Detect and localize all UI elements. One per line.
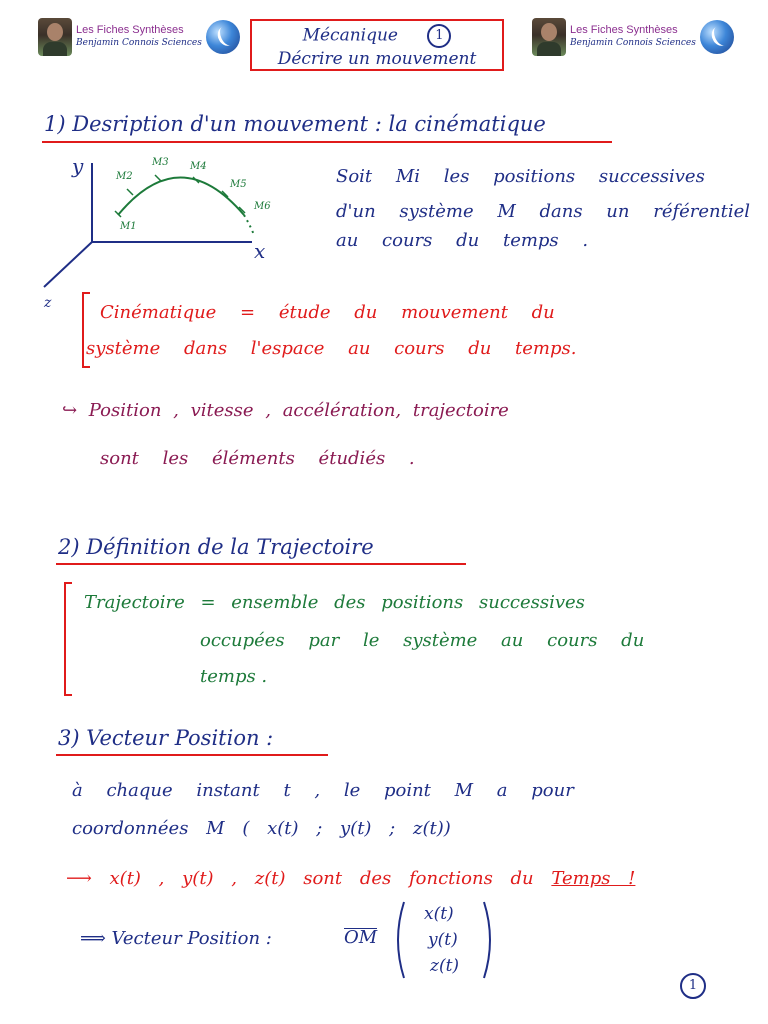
vector-component: x(t) — [424, 904, 454, 924]
section2-underline — [56, 563, 466, 565]
definition-line: Cinématique = étude du mouvement du — [100, 302, 555, 323]
definition-line: occupées par le système au cours du — [200, 630, 645, 651]
trajectory-dotted-end — [244, 215, 254, 235]
text-line: à chaque instant t , le point M a pour — [72, 780, 574, 801]
globe-icon — [206, 20, 240, 54]
page-number: 1 — [680, 973, 706, 999]
vector-component: z(t) — [430, 956, 460, 976]
title-subject: Mécanique — [302, 25, 398, 46]
logo-right — [532, 18, 734, 56]
title-chapter: Décrire un mouvement — [277, 49, 477, 69]
text-line: d'un système M dans un référentiel — [336, 201, 751, 222]
note-line: ↪ Position , vitesse , accélération, trajectoire — [62, 400, 509, 421]
logo-left — [38, 18, 240, 56]
trajectory-curve — [118, 178, 244, 216]
z-axis — [44, 242, 92, 287]
trajectory-diagram — [30, 145, 280, 315]
section3-heading: 3) Vecteur Position : — [58, 726, 274, 750]
point-label: M2 — [116, 171, 133, 182]
x-axis-label: x — [254, 239, 266, 263]
definition-bracket — [64, 582, 72, 696]
definition-line: système dans l'espace au cours du temps. — [86, 338, 577, 359]
globe-icon — [700, 20, 734, 54]
vector-component: y(t) — [428, 930, 458, 950]
conclusion-text: ⟶ x(t) , y(t) , z(t) sont des fonctions du — [66, 868, 534, 889]
definition-line: Trajectoire = ensemble des positions successives — [84, 592, 585, 613]
point-label: M3 — [152, 157, 169, 168]
vector-label: ⟹ Vecteur Position : — [80, 928, 272, 949]
point-label: M5 — [230, 179, 247, 190]
point-label: M1 — [120, 221, 137, 232]
section1-underline — [42, 141, 612, 143]
text-line: au cours du temps . — [336, 230, 589, 251]
author-photo — [532, 18, 566, 56]
logo-subtitle: Benjamin Connois Sciences — [570, 38, 696, 48]
logo-subtitle: Benjamin Connois Sciences — [76, 38, 202, 48]
logo-title: Les Fiches Synthèses — [76, 24, 184, 36]
definition-line: temps . — [200, 666, 268, 687]
point-label: M4 — [190, 161, 207, 172]
section2-heading: 2) Définition de la Trajectoire — [58, 535, 374, 559]
conclusion-emphasis: Temps ! — [551, 868, 636, 889]
text-line: Soit Mi les positions successives — [336, 166, 705, 187]
z-axis-label: z — [44, 295, 52, 311]
section1-heading: 1) Desription d'un mouvement : la cinématique — [44, 112, 546, 136]
point-label: M6 — [254, 201, 271, 212]
chapter-number: 1 — [427, 24, 451, 48]
text-line: coordonnées M ( x(t) ; y(t) ; z(t)) — [72, 818, 451, 839]
vector-name: OM — [344, 927, 378, 948]
y-axis-label: y — [72, 154, 84, 178]
title-box — [250, 19, 504, 71]
note-line: sont les éléments étudiés . — [100, 448, 415, 469]
conclusion-line — [66, 868, 635, 889]
author-photo — [38, 18, 72, 56]
section3-underline — [56, 754, 328, 756]
logo-title: Les Fiches Synthèses — [570, 24, 678, 36]
